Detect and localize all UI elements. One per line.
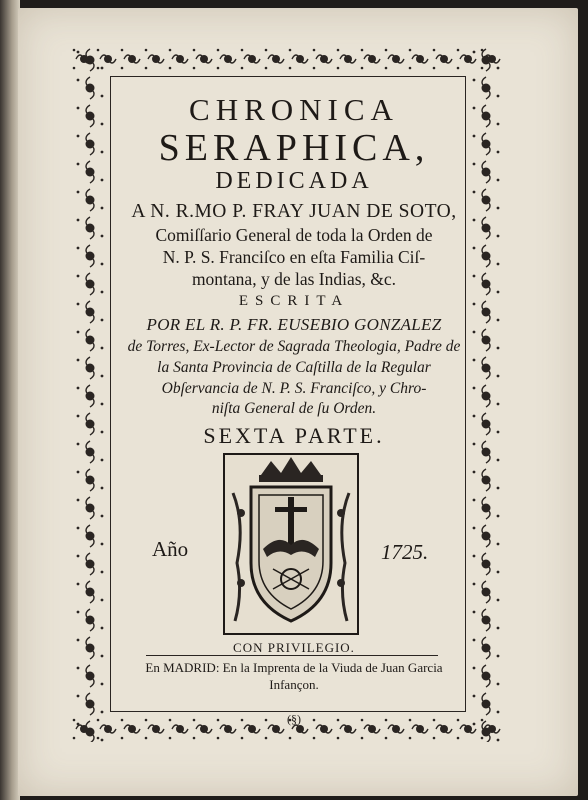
- author-line-5: niſta General de ſu Orden.: [211, 400, 377, 417]
- author-line-1: POR EL R. P. FR. EUSEBIO GONZALEZ: [146, 315, 442, 334]
- year-value: 1725.: [381, 540, 429, 564]
- dedication-line-1: A N. R.MO P. FRAY JUAN DE SOTO,: [131, 201, 457, 222]
- title-line-3: DEDICADA: [215, 168, 373, 194]
- title-line-2: SERAPHICA,: [158, 127, 430, 169]
- title-line-1: CHRONICA: [189, 92, 399, 127]
- author-line-2: de Torres, Ex-Lector de Sagrada Theologia, Padre de: [127, 338, 461, 355]
- dedication-line-4: montana, y de las Indias, &c.: [191, 269, 397, 289]
- imprint-line-1: En MADRID: En la Imprenta de la Viuda de Juan Garcia: [145, 660, 443, 675]
- author-line-3: la Santa Provincia de Caſtilla de la Regular: [157, 359, 431, 376]
- volume-part: SEXTA PARTE.: [203, 423, 385, 448]
- year-label: Año: [152, 537, 189, 561]
- franciscan-coat-of-arms-woodcut: [223, 453, 359, 635]
- imprint-rule: [146, 655, 438, 656]
- ornament-band-top: [72, 46, 504, 72]
- author-line-4: Obſervancia de N. P. S. Franciſco, y Chro-: [161, 380, 427, 397]
- dedication-line-2: Comiſſario General de toda la Orden de: [155, 225, 433, 245]
- escrita-label: ESCRITA: [238, 293, 350, 309]
- imprint-line-2: Infançon.: [269, 677, 319, 692]
- privilege-notice: CON PRIVILEGIO.: [233, 640, 355, 655]
- dedication-line-3: N. P. S. Franciſco en eſta Familia Ciſ-: [162, 247, 426, 267]
- signature-mark: (§): [287, 712, 301, 726]
